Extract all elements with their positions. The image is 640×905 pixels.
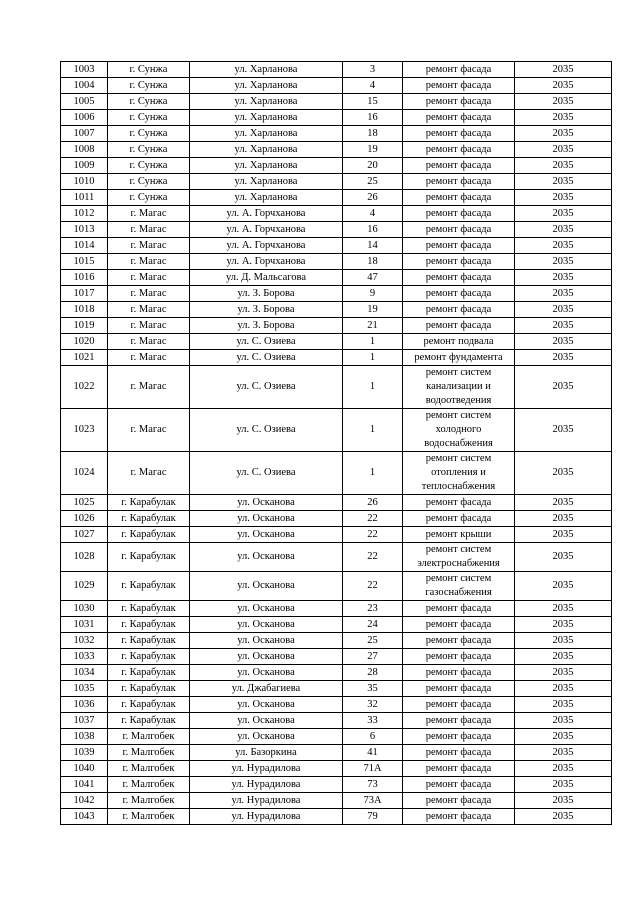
city-cell: г. Карабулак bbox=[108, 572, 190, 601]
house-number-cell: 35 bbox=[343, 681, 403, 697]
house-number-cell: 20 bbox=[343, 158, 403, 174]
table-row bbox=[61, 572, 612, 601]
house-number-cell: 71А bbox=[343, 761, 403, 777]
row-number-cell: 1005 bbox=[61, 94, 108, 110]
city-cell: г. Карабулак bbox=[108, 543, 190, 572]
city-cell: г. Карабулак bbox=[108, 633, 190, 649]
city-cell: г. Магас bbox=[108, 366, 190, 409]
year-cell: 2035 bbox=[515, 62, 612, 78]
house-number-cell: 73 bbox=[343, 777, 403, 793]
year-cell: 2035 bbox=[515, 286, 612, 302]
city-cell: г. Малгобек bbox=[108, 729, 190, 745]
table-row bbox=[61, 238, 612, 254]
city-cell: г. Сунжа bbox=[108, 94, 190, 110]
work-type-cell: ремонт подвала bbox=[403, 334, 515, 350]
work-type-cell: ремонт фасада bbox=[403, 601, 515, 617]
table-row bbox=[61, 190, 612, 206]
house-number-cell: 1 bbox=[343, 409, 403, 452]
row-number-cell: 1030 bbox=[61, 601, 108, 617]
table-row bbox=[61, 334, 612, 350]
row-number-cell: 1027 bbox=[61, 527, 108, 543]
street-cell: ул. Харланова bbox=[190, 158, 343, 174]
house-number-cell: 1 bbox=[343, 452, 403, 495]
year-cell: 2035 bbox=[515, 366, 612, 409]
year-cell: 2035 bbox=[515, 527, 612, 543]
row-number-cell: 1019 bbox=[61, 318, 108, 334]
row-number-cell: 1036 bbox=[61, 697, 108, 713]
year-cell: 2035 bbox=[515, 126, 612, 142]
house-number-cell: 14 bbox=[343, 238, 403, 254]
house-number-cell: 73А bbox=[343, 793, 403, 809]
table-row bbox=[61, 617, 612, 633]
street-cell: ул. А. Горчханова bbox=[190, 206, 343, 222]
street-cell: ул. Осканова bbox=[190, 495, 343, 511]
row-number-cell: 1011 bbox=[61, 190, 108, 206]
row-number-cell: 1031 bbox=[61, 617, 108, 633]
street-cell: ул. Осканова bbox=[190, 617, 343, 633]
work-type-cell: ремонт фасада bbox=[403, 697, 515, 713]
city-cell: г. Малгобек bbox=[108, 809, 190, 825]
house-number-cell: 15 bbox=[343, 94, 403, 110]
city-cell: г. Карабулак bbox=[108, 511, 190, 527]
year-cell: 2035 bbox=[515, 206, 612, 222]
year-cell: 2035 bbox=[515, 495, 612, 511]
work-type-cell: ремонт фасада bbox=[403, 777, 515, 793]
street-cell: ул. Джабагиева bbox=[190, 681, 343, 697]
house-number-cell: 21 bbox=[343, 318, 403, 334]
row-number-cell: 1020 bbox=[61, 334, 108, 350]
city-cell: г. Магас bbox=[108, 350, 190, 366]
street-cell: ул. Осканова bbox=[190, 713, 343, 729]
work-type-cell: ремонт фасада bbox=[403, 745, 515, 761]
year-cell: 2035 bbox=[515, 713, 612, 729]
row-number-cell: 1040 bbox=[61, 761, 108, 777]
city-cell: г. Сунжа bbox=[108, 126, 190, 142]
table-row bbox=[61, 94, 612, 110]
row-number-cell: 1013 bbox=[61, 222, 108, 238]
house-number-cell: 4 bbox=[343, 78, 403, 94]
year-cell: 2035 bbox=[515, 777, 612, 793]
street-cell: ул. Осканова bbox=[190, 601, 343, 617]
house-number-cell: 27 bbox=[343, 649, 403, 665]
city-cell: г. Магас bbox=[108, 318, 190, 334]
table-row bbox=[61, 809, 612, 825]
table-row bbox=[61, 302, 612, 318]
house-number-cell: 1 bbox=[343, 350, 403, 366]
house-number-cell: 19 bbox=[343, 302, 403, 318]
row-number-cell: 1028 bbox=[61, 543, 108, 572]
street-cell: ул. Нурадилова bbox=[190, 777, 343, 793]
table-row bbox=[61, 206, 612, 222]
street-cell: ул. З. Борова bbox=[190, 318, 343, 334]
year-cell: 2035 bbox=[515, 572, 612, 601]
city-cell: г. Магас bbox=[108, 409, 190, 452]
row-number-cell: 1026 bbox=[61, 511, 108, 527]
year-cell: 2035 bbox=[515, 110, 612, 126]
row-number-cell: 1004 bbox=[61, 78, 108, 94]
work-type-cell: ремонт систем электроснабжения bbox=[403, 543, 515, 572]
table-row bbox=[61, 174, 612, 190]
year-cell: 2035 bbox=[515, 94, 612, 110]
city-cell: г. Сунжа bbox=[108, 142, 190, 158]
table-row bbox=[61, 527, 612, 543]
work-type-cell: ремонт фасада bbox=[403, 649, 515, 665]
city-cell: г. Малгобек bbox=[108, 777, 190, 793]
row-number-cell: 1007 bbox=[61, 126, 108, 142]
house-number-cell: 16 bbox=[343, 222, 403, 238]
row-number-cell: 1034 bbox=[61, 665, 108, 681]
year-cell: 2035 bbox=[515, 809, 612, 825]
row-number-cell: 1035 bbox=[61, 681, 108, 697]
house-number-cell: 22 bbox=[343, 511, 403, 527]
table-row bbox=[61, 665, 612, 681]
table-row bbox=[61, 142, 612, 158]
city-cell: г. Малгобек bbox=[108, 761, 190, 777]
work-type-cell: ремонт фасада bbox=[403, 270, 515, 286]
work-type-cell: ремонт фасада bbox=[403, 254, 515, 270]
row-number-cell: 1017 bbox=[61, 286, 108, 302]
row-number-cell: 1015 bbox=[61, 254, 108, 270]
work-type-cell: ремонт фасада bbox=[403, 78, 515, 94]
city-cell: г. Магас bbox=[108, 302, 190, 318]
table-row bbox=[61, 729, 612, 745]
row-number-cell: 1014 bbox=[61, 238, 108, 254]
year-cell: 2035 bbox=[515, 511, 612, 527]
street-cell: ул. Осканова bbox=[190, 665, 343, 681]
street-cell: ул. Харланова bbox=[190, 142, 343, 158]
street-cell: ул. С. Озиева bbox=[190, 350, 343, 366]
house-number-cell: 22 bbox=[343, 572, 403, 601]
year-cell: 2035 bbox=[515, 158, 612, 174]
work-type-cell: ремонт фасада bbox=[403, 238, 515, 254]
city-cell: г. Карабулак bbox=[108, 495, 190, 511]
city-cell: г. Магас bbox=[108, 452, 190, 495]
house-number-cell: 1 bbox=[343, 334, 403, 350]
year-cell: 2035 bbox=[515, 745, 612, 761]
row-number-cell: 1023 bbox=[61, 409, 108, 452]
work-type-cell: ремонт фасада bbox=[403, 158, 515, 174]
table-row bbox=[61, 511, 612, 527]
street-cell: ул. Нурадилова bbox=[190, 809, 343, 825]
city-cell: г. Карабулак bbox=[108, 681, 190, 697]
city-cell: г. Магас bbox=[108, 238, 190, 254]
year-cell: 2035 bbox=[515, 793, 612, 809]
house-number-cell: 79 bbox=[343, 809, 403, 825]
city-cell: г. Магас bbox=[108, 286, 190, 302]
row-number-cell: 1003 bbox=[61, 62, 108, 78]
year-cell: 2035 bbox=[515, 729, 612, 745]
city-cell: г. Сунжа bbox=[108, 110, 190, 126]
row-number-cell: 1038 bbox=[61, 729, 108, 745]
house-number-cell: 19 bbox=[343, 142, 403, 158]
street-cell: ул. Харланова bbox=[190, 78, 343, 94]
house-number-cell: 18 bbox=[343, 126, 403, 142]
city-cell: г. Сунжа bbox=[108, 190, 190, 206]
street-cell: ул. Базоркина bbox=[190, 745, 343, 761]
work-type-cell: ремонт фасада bbox=[403, 729, 515, 745]
table-row bbox=[61, 110, 612, 126]
house-number-cell: 25 bbox=[343, 633, 403, 649]
house-number-cell: 18 bbox=[343, 254, 403, 270]
row-number-cell: 1008 bbox=[61, 142, 108, 158]
table-row bbox=[61, 286, 612, 302]
house-number-cell: 3 bbox=[343, 62, 403, 78]
table-row bbox=[61, 543, 612, 572]
year-cell: 2035 bbox=[515, 302, 612, 318]
table-row bbox=[61, 777, 612, 793]
street-cell: ул. С. Озиева bbox=[190, 452, 343, 495]
street-cell: ул. Осканова bbox=[190, 511, 343, 527]
table-row bbox=[61, 633, 612, 649]
work-type-cell: ремонт фасада bbox=[403, 495, 515, 511]
table-row bbox=[61, 270, 612, 286]
table-row bbox=[61, 697, 612, 713]
work-type-cell: ремонт фасада bbox=[403, 761, 515, 777]
street-cell: ул. Осканова bbox=[190, 543, 343, 572]
table-row bbox=[61, 366, 612, 409]
year-cell: 2035 bbox=[515, 350, 612, 366]
house-number-cell: 24 bbox=[343, 617, 403, 633]
row-number-cell: 1024 bbox=[61, 452, 108, 495]
house-number-cell: 1 bbox=[343, 366, 403, 409]
table-row bbox=[61, 350, 612, 366]
work-type-cell: ремонт фасада bbox=[403, 94, 515, 110]
year-cell: 2035 bbox=[515, 601, 612, 617]
city-cell: г. Сунжа bbox=[108, 62, 190, 78]
street-cell: ул. З. Борова bbox=[190, 302, 343, 318]
row-number-cell: 1012 bbox=[61, 206, 108, 222]
table-row bbox=[61, 452, 612, 495]
city-cell: г. Карабулак bbox=[108, 713, 190, 729]
year-cell: 2035 bbox=[515, 222, 612, 238]
house-number-cell: 23 bbox=[343, 601, 403, 617]
work-type-cell: ремонт фасада bbox=[403, 126, 515, 142]
work-type-cell: ремонт систем холодного водоснабжения bbox=[403, 409, 515, 452]
city-cell: г. Карабулак bbox=[108, 697, 190, 713]
street-cell: ул. Харланова bbox=[190, 110, 343, 126]
year-cell: 2035 bbox=[515, 174, 612, 190]
city-cell: г. Магас bbox=[108, 254, 190, 270]
table-body bbox=[61, 62, 612, 825]
street-cell: ул. Осканова bbox=[190, 527, 343, 543]
work-type-cell: ремонт систем отопления и теплоснабжения bbox=[403, 452, 515, 495]
city-cell: г. Малгобек bbox=[108, 793, 190, 809]
work-type-cell: ремонт фасада bbox=[403, 222, 515, 238]
street-cell: ул. Осканова bbox=[190, 697, 343, 713]
street-cell: ул. А. Горчханова bbox=[190, 222, 343, 238]
year-cell: 2035 bbox=[515, 190, 612, 206]
table-row bbox=[61, 62, 612, 78]
street-cell: ул. Осканова bbox=[190, 633, 343, 649]
city-cell: г. Карабулак bbox=[108, 601, 190, 617]
city-cell: г. Сунжа bbox=[108, 158, 190, 174]
house-number-cell: 4 bbox=[343, 206, 403, 222]
work-type-cell: ремонт фасада bbox=[403, 633, 515, 649]
house-number-cell: 41 bbox=[343, 745, 403, 761]
street-cell: ул. Нурадилова bbox=[190, 793, 343, 809]
street-cell: ул. Д. Мальсагова bbox=[190, 270, 343, 286]
house-number-cell: 16 bbox=[343, 110, 403, 126]
row-number-cell: 1041 bbox=[61, 777, 108, 793]
street-cell: ул. Харланова bbox=[190, 94, 343, 110]
year-cell: 2035 bbox=[515, 649, 612, 665]
year-cell: 2035 bbox=[515, 254, 612, 270]
street-cell: ул. Осканова bbox=[190, 649, 343, 665]
table-row bbox=[61, 78, 612, 94]
city-cell: г. Магас bbox=[108, 270, 190, 286]
work-type-cell: ремонт фасада bbox=[403, 206, 515, 222]
street-cell: ул. С. Озиева bbox=[190, 366, 343, 409]
table-row bbox=[61, 681, 612, 697]
row-number-cell: 1016 bbox=[61, 270, 108, 286]
city-cell: г. Сунжа bbox=[108, 174, 190, 190]
work-type-cell: ремонт фасада bbox=[403, 174, 515, 190]
street-cell: ул. Харланова bbox=[190, 62, 343, 78]
row-number-cell: 1025 bbox=[61, 495, 108, 511]
house-number-cell: 28 bbox=[343, 665, 403, 681]
year-cell: 2035 bbox=[515, 617, 612, 633]
city-cell: г. Карабулак bbox=[108, 649, 190, 665]
year-cell: 2035 bbox=[515, 697, 612, 713]
year-cell: 2035 bbox=[515, 78, 612, 94]
street-cell: ул. Нурадилова bbox=[190, 761, 343, 777]
work-type-cell: ремонт крыши bbox=[403, 527, 515, 543]
house-number-cell: 25 bbox=[343, 174, 403, 190]
street-cell: ул. Харланова bbox=[190, 126, 343, 142]
row-number-cell: 1009 bbox=[61, 158, 108, 174]
house-number-cell: 32 bbox=[343, 697, 403, 713]
row-number-cell: 1022 bbox=[61, 366, 108, 409]
street-cell: ул. С. Озиева bbox=[190, 409, 343, 452]
city-cell: г. Карабулак bbox=[108, 665, 190, 681]
table-row bbox=[61, 126, 612, 142]
work-type-cell: ремонт фасада bbox=[403, 793, 515, 809]
street-cell: ул. З. Борова bbox=[190, 286, 343, 302]
city-cell: г. Магас bbox=[108, 222, 190, 238]
work-type-cell: ремонт фасада bbox=[403, 617, 515, 633]
table-row bbox=[61, 222, 612, 238]
house-number-cell: 26 bbox=[343, 495, 403, 511]
street-cell: ул. Харланова bbox=[190, 190, 343, 206]
city-cell: г. Малгобек bbox=[108, 745, 190, 761]
table-row bbox=[61, 495, 612, 511]
city-cell: г. Магас bbox=[108, 206, 190, 222]
street-cell: ул. А. Горчханова bbox=[190, 238, 343, 254]
table-row bbox=[61, 318, 612, 334]
year-cell: 2035 bbox=[515, 665, 612, 681]
table-row bbox=[61, 649, 612, 665]
work-type-cell: ремонт фасада bbox=[403, 713, 515, 729]
house-number-cell: 26 bbox=[343, 190, 403, 206]
table-row bbox=[61, 409, 612, 452]
row-number-cell: 1039 bbox=[61, 745, 108, 761]
work-type-cell: ремонт фасада bbox=[403, 681, 515, 697]
year-cell: 2035 bbox=[515, 761, 612, 777]
row-number-cell: 1037 bbox=[61, 713, 108, 729]
row-number-cell: 1018 bbox=[61, 302, 108, 318]
work-type-cell: ремонт фасада bbox=[403, 809, 515, 825]
year-cell: 2035 bbox=[515, 238, 612, 254]
city-cell: г. Карабулак bbox=[108, 617, 190, 633]
table-row bbox=[61, 761, 612, 777]
work-type-cell: ремонт фасада bbox=[403, 665, 515, 681]
year-cell: 2035 bbox=[515, 409, 612, 452]
house-number-cell: 22 bbox=[343, 543, 403, 572]
street-cell: ул. Харланова bbox=[190, 174, 343, 190]
house-number-cell: 47 bbox=[343, 270, 403, 286]
row-number-cell: 1021 bbox=[61, 350, 108, 366]
row-number-cell: 1042 bbox=[61, 793, 108, 809]
work-type-cell: ремонт фасада bbox=[403, 511, 515, 527]
city-cell: г. Карабулак bbox=[108, 527, 190, 543]
table-row bbox=[61, 713, 612, 729]
year-cell: 2035 bbox=[515, 334, 612, 350]
work-type-cell: ремонт систем газоснабжения bbox=[403, 572, 515, 601]
house-number-cell: 6 bbox=[343, 729, 403, 745]
street-cell: ул. А. Горчханова bbox=[190, 254, 343, 270]
work-type-cell: ремонт фасада bbox=[403, 302, 515, 318]
table-row bbox=[61, 601, 612, 617]
street-cell: ул. С. Озиева bbox=[190, 334, 343, 350]
table-row bbox=[61, 254, 612, 270]
year-cell: 2035 bbox=[515, 270, 612, 286]
house-number-cell: 9 bbox=[343, 286, 403, 302]
year-cell: 2035 bbox=[515, 142, 612, 158]
work-type-cell: ремонт фасада bbox=[403, 62, 515, 78]
house-number-cell: 22 bbox=[343, 527, 403, 543]
row-number-cell: 1006 bbox=[61, 110, 108, 126]
year-cell: 2035 bbox=[515, 452, 612, 495]
street-cell: ул. Осканова bbox=[190, 572, 343, 601]
city-cell: г. Сунжа bbox=[108, 78, 190, 94]
street-cell: ул. Осканова bbox=[190, 729, 343, 745]
work-type-cell: ремонт фасада bbox=[403, 318, 515, 334]
table-row bbox=[61, 158, 612, 174]
city-cell: г. Магас bbox=[108, 334, 190, 350]
row-number-cell: 1043 bbox=[61, 809, 108, 825]
work-type-cell: ремонт фасада bbox=[403, 110, 515, 126]
row-number-cell: 1033 bbox=[61, 649, 108, 665]
row-number-cell: 1029 bbox=[61, 572, 108, 601]
year-cell: 2035 bbox=[515, 681, 612, 697]
table-row bbox=[61, 745, 612, 761]
work-type-cell: ремонт систем канализации и водоотведения bbox=[403, 366, 515, 409]
row-number-cell: 1032 bbox=[61, 633, 108, 649]
house-number-cell: 33 bbox=[343, 713, 403, 729]
year-cell: 2035 bbox=[515, 543, 612, 572]
repair-schedule-table bbox=[60, 61, 612, 825]
year-cell: 2035 bbox=[515, 318, 612, 334]
work-type-cell: ремонт фундамента bbox=[403, 350, 515, 366]
work-type-cell: ремонт фасада bbox=[403, 286, 515, 302]
year-cell: 2035 bbox=[515, 633, 612, 649]
work-type-cell: ремонт фасада bbox=[403, 190, 515, 206]
work-type-cell: ремонт фасада bbox=[403, 142, 515, 158]
table-row bbox=[61, 793, 612, 809]
row-number-cell: 1010 bbox=[61, 174, 108, 190]
